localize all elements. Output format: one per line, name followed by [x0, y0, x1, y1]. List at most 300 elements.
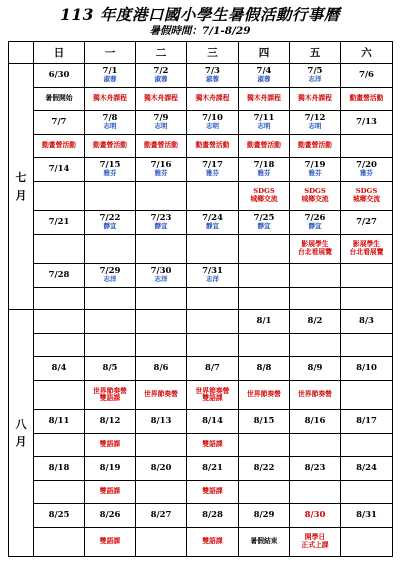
- event-label: 暑假結束: [250, 537, 278, 546]
- weekday-header: 日: [34, 42, 85, 64]
- day-cell: [85, 157, 136, 181]
- day-cell: [341, 357, 393, 381]
- day-cell: [34, 457, 85, 481]
- day-cell: [34, 157, 85, 181]
- event-label: 世界節奏營: [144, 390, 178, 399]
- calendar-body: [9, 64, 393, 557]
- date-number: 8/24: [356, 463, 377, 474]
- event-cell: [34, 381, 85, 410]
- date-number: 8/27: [150, 509, 172, 520]
- event-label: 台北看展覽: [349, 247, 384, 256]
- date-row: [9, 210, 393, 234]
- event-cell: [341, 527, 393, 556]
- date-number: 7/23: [150, 213, 172, 224]
- event-cell: [85, 434, 136, 457]
- day-cell: [290, 357, 341, 381]
- day-cell: [187, 210, 239, 234]
- date-number: 7/30: [150, 266, 172, 277]
- event-label: 世界節奏營: [195, 386, 230, 395]
- date-number: 7/2: [153, 66, 169, 77]
- event-cell: [187, 181, 239, 210]
- date-number: 7/24: [202, 213, 223, 224]
- calendar-table: [8, 41, 393, 557]
- event-cell: [187, 334, 239, 357]
- date-number: 7/10: [202, 113, 223, 124]
- date-number: 7/8: [102, 113, 118, 124]
- date-number: 8/21: [202, 463, 223, 474]
- day-cell: [85, 110, 136, 134]
- date-number: 8/13: [150, 416, 172, 427]
- date-number: 7/5: [307, 66, 323, 77]
- event-row: [9, 381, 393, 410]
- day-cell: [34, 503, 85, 527]
- date-number: 7/25: [253, 213, 275, 224]
- event-cell: [34, 87, 85, 110]
- event-label: 雙語課: [99, 487, 121, 496]
- date-number: 7/14: [48, 163, 70, 174]
- event-cell: [85, 481, 136, 504]
- duty-teacher: 靜宜: [308, 222, 322, 231]
- day-cell: [85, 263, 136, 287]
- date-number: 7/17: [202, 160, 223, 171]
- month-label-july: 七 月: [9, 64, 34, 310]
- date-number: 8/17: [356, 416, 377, 427]
- page-title: 113 年度港口國小學生暑假活動行事曆: [60, 5, 340, 24]
- day-cell: [187, 503, 239, 527]
- date-number: 7/12: [304, 113, 326, 124]
- day-cell: [34, 210, 85, 234]
- event-cell: [187, 87, 239, 110]
- event-label: 影展學生: [301, 240, 329, 249]
- date-number: 7/4: [256, 66, 272, 77]
- event-label: 世界節奏營: [298, 390, 332, 399]
- duty-teacher: 志明: [257, 122, 271, 131]
- day-cell: [239, 410, 290, 434]
- date-number: 8/10: [356, 363, 377, 374]
- event-cell: [341, 234, 393, 263]
- day-cell: [85, 310, 136, 334]
- event-cell: [239, 87, 290, 110]
- date-number: 7/20: [356, 160, 377, 171]
- event-cell: [290, 334, 341, 357]
- event-cell: [341, 381, 393, 410]
- date-row: [9, 357, 393, 381]
- weekday-header-row: [9, 42, 393, 64]
- day-cell: [341, 263, 393, 287]
- date-number: 8/9: [307, 363, 323, 374]
- month-label-august: 八 月: [9, 310, 34, 557]
- event-cell: [85, 527, 136, 556]
- event-cell: [85, 181, 136, 210]
- event-cell: [239, 334, 290, 357]
- day-cell: [239, 210, 290, 234]
- day-cell: [187, 310, 239, 334]
- event-cell: [239, 134, 290, 157]
- event-label: SDGS: [355, 187, 378, 196]
- event-cell: [85, 334, 136, 357]
- date-number: 8/30: [304, 509, 326, 520]
- month-header-cell: [9, 42, 34, 64]
- event-cell: [239, 527, 290, 556]
- day-cell: [341, 410, 393, 434]
- event-cell: [341, 287, 393, 310]
- day-cell: [290, 310, 341, 334]
- day-cell: [136, 357, 187, 381]
- event-cell: [290, 87, 341, 110]
- event-label: 雙語課: [99, 537, 121, 546]
- weekday-header: 三: [187, 42, 239, 64]
- event-label: 獨木舟課程: [93, 94, 127, 103]
- day-cell: [136, 110, 187, 134]
- day-cell: [34, 310, 85, 334]
- event-label: 城鄉交流: [352, 194, 381, 203]
- event-cell: [85, 134, 136, 157]
- event-row: [9, 334, 393, 357]
- event-cell: [341, 181, 393, 210]
- day-cell: [187, 410, 239, 434]
- event-cell: [290, 481, 341, 504]
- event-row: [9, 134, 393, 157]
- duty-teacher: 志洋: [154, 275, 168, 284]
- date-number: 8/1: [256, 316, 272, 327]
- event-label: 動畫營活動: [144, 140, 178, 149]
- event-label: 暑假開始: [45, 94, 73, 103]
- event-cell: [136, 134, 187, 157]
- date-number: 8/18: [48, 463, 70, 474]
- event-label: 動畫營活動: [42, 140, 76, 149]
- event-label: 城鄉交流: [301, 194, 329, 203]
- date-number: 7/31: [202, 266, 223, 277]
- date-number: 8/29: [253, 509, 275, 520]
- event-label: 獨木舟課程: [195, 94, 230, 103]
- duty-teacher: 志明: [154, 122, 168, 131]
- event-label: 雙語課: [202, 440, 223, 449]
- event-cell: [290, 234, 341, 263]
- day-cell: [85, 410, 136, 434]
- day-cell: [34, 410, 85, 434]
- date-number: 8/4: [51, 363, 67, 374]
- event-cell: [239, 287, 290, 310]
- date-number: 7/1: [102, 66, 118, 77]
- event-label: 城鄉交流: [250, 194, 278, 203]
- date-number: 7/11: [253, 113, 275, 124]
- event-label: 世界節奏營: [247, 390, 281, 399]
- event-label: 動畫營活動: [247, 140, 281, 149]
- day-cell: [85, 457, 136, 481]
- event-cell: [187, 134, 239, 157]
- event-label: 獨木舟課程: [298, 94, 332, 103]
- event-cell: [85, 234, 136, 263]
- date-number: 7/28: [48, 269, 70, 280]
- date-row: [9, 110, 393, 134]
- date-number: 7/6: [359, 69, 374, 80]
- event-label: 雙語課: [202, 487, 223, 496]
- day-cell: [187, 357, 239, 381]
- event-label: 台北看展覽: [298, 247, 332, 256]
- event-label: 獨木舟課程: [247, 94, 281, 103]
- day-cell: [187, 263, 239, 287]
- event-cell: [341, 87, 393, 110]
- day-cell: [341, 157, 393, 181]
- day-cell: [136, 157, 187, 181]
- event-cell: [34, 234, 85, 263]
- event-cell: [136, 334, 187, 357]
- event-cell: [239, 234, 290, 263]
- date-number: 7/19: [304, 160, 326, 171]
- day-cell: [239, 503, 290, 527]
- day-cell: [85, 64, 136, 88]
- duty-teacher: 志洋: [103, 275, 117, 284]
- event-cell: [136, 287, 187, 310]
- duty-teacher: 志明: [308, 122, 322, 131]
- day-cell: [290, 210, 341, 234]
- date-row: [9, 503, 393, 527]
- date-number: 7/16: [150, 160, 172, 171]
- event-cell: [239, 481, 290, 504]
- duty-teacher: 雅芬: [154, 169, 168, 178]
- event-cell: [85, 87, 136, 110]
- date-number: 8/20: [150, 463, 172, 474]
- event-cell: [341, 134, 393, 157]
- day-cell: [290, 110, 341, 134]
- day-cell: [239, 157, 290, 181]
- event-label: 世界節奏營: [93, 386, 127, 395]
- date-number: 7/21: [48, 216, 70, 227]
- event-row: [9, 234, 393, 263]
- date-row: [9, 263, 393, 287]
- event-cell: [85, 381, 136, 410]
- event-label: 雙語課: [202, 537, 223, 546]
- event-row: [9, 434, 393, 457]
- day-cell: [85, 210, 136, 234]
- weekday-header: 四: [239, 42, 290, 64]
- event-cell: [290, 434, 341, 457]
- duty-teacher: 雅芬: [257, 169, 271, 178]
- event-label: 動畫營活動: [93, 140, 127, 149]
- date-number: 6/30: [48, 69, 70, 80]
- date-number: 7/7: [51, 116, 67, 127]
- event-cell: [136, 181, 187, 210]
- event-row: [9, 181, 393, 210]
- day-cell: [34, 263, 85, 287]
- duty-teacher: 淑蓉: [103, 75, 117, 84]
- day-cell: [341, 310, 393, 334]
- day-cell: [290, 410, 341, 434]
- event-cell: [239, 181, 290, 210]
- day-cell: [239, 64, 290, 88]
- event-label: 動畫營活動: [298, 140, 332, 149]
- day-cell: [85, 357, 136, 381]
- date-number: 7/9: [153, 113, 169, 124]
- date-number: 8/19: [99, 463, 121, 474]
- event-cell: [136, 234, 187, 263]
- date-row: [9, 310, 393, 334]
- event-label: 獨木舟課程: [144, 94, 178, 103]
- duty-teacher: 志洋: [308, 75, 322, 84]
- event-row: [9, 87, 393, 110]
- day-cell: [290, 263, 341, 287]
- event-cell: [136, 434, 187, 457]
- event-cell: [187, 287, 239, 310]
- event-row: [9, 527, 393, 556]
- date-number: 7/15: [99, 160, 121, 171]
- duty-teacher: 靜宜: [154, 222, 168, 231]
- event-label: 雙語課: [99, 440, 121, 449]
- day-cell: [136, 210, 187, 234]
- day-cell: [290, 503, 341, 527]
- date-number: 7/29: [99, 266, 121, 277]
- date-number: 7/3: [205, 66, 220, 77]
- day-cell: [136, 410, 187, 434]
- date-row: [9, 157, 393, 181]
- event-label: 動畫營活動: [349, 94, 384, 103]
- day-cell: [341, 457, 393, 481]
- date-number: 8/3: [359, 316, 374, 327]
- event-cell: [34, 481, 85, 504]
- event-cell: [34, 181, 85, 210]
- event-cell: [290, 287, 341, 310]
- event-cell: [85, 287, 136, 310]
- duty-teacher: 雅芬: [308, 169, 322, 178]
- event-cell: [187, 381, 239, 410]
- duty-teacher: 雅芬: [360, 169, 373, 178]
- duty-teacher: 淑蓉: [154, 75, 168, 84]
- date-row: [9, 457, 393, 481]
- event-cell: [187, 481, 239, 504]
- event-cell: [34, 134, 85, 157]
- event-cell: [341, 434, 393, 457]
- day-cell: [34, 110, 85, 134]
- date-number: 7/26: [304, 213, 326, 224]
- date-number: 8/25: [48, 509, 70, 520]
- event-label: 正式上課: [301, 540, 329, 549]
- event-label: 開學日: [304, 533, 326, 542]
- event-cell: [34, 527, 85, 556]
- event-label: 動畫營活動: [195, 140, 230, 149]
- day-cell: [341, 503, 393, 527]
- day-cell: [187, 157, 239, 181]
- event-cell: [34, 334, 85, 357]
- day-cell: [136, 64, 187, 88]
- duty-teacher: 淑蓉: [257, 75, 271, 84]
- event-cell: [34, 287, 85, 310]
- duty-teacher: 淑蓉: [206, 75, 219, 84]
- day-cell: [341, 64, 393, 88]
- date-number: 8/2: [307, 316, 323, 327]
- day-cell: [239, 110, 290, 134]
- date-number: 8/15: [253, 416, 275, 427]
- date-number: 7/13: [356, 116, 377, 127]
- date-number: 8/7: [205, 363, 220, 374]
- duty-teacher: 雅芬: [206, 169, 219, 178]
- date-number: 8/6: [153, 363, 169, 374]
- duty-teacher: 靜宜: [257, 222, 271, 231]
- weekday-header: 二: [136, 42, 187, 64]
- event-cell: [187, 234, 239, 263]
- duty-teacher: 雅芬: [103, 169, 117, 178]
- day-cell: [187, 110, 239, 134]
- event-cell: [136, 87, 187, 110]
- event-cell: [290, 527, 341, 556]
- event-label: SDGS: [253, 187, 275, 196]
- day-cell: [34, 357, 85, 381]
- date-number: 8/28: [202, 509, 223, 520]
- weekday-header: 五: [290, 42, 341, 64]
- date-number: 8/14: [202, 416, 223, 427]
- date-number: 8/16: [304, 416, 326, 427]
- day-cell: [136, 263, 187, 287]
- day-cell: [290, 64, 341, 88]
- event-cell: [136, 527, 187, 556]
- event-label: 雙語課: [99, 394, 121, 403]
- event-label: 雙語課: [202, 394, 223, 403]
- weekday-header: 六: [341, 42, 393, 64]
- day-cell: [239, 457, 290, 481]
- event-label: 影展學生: [352, 240, 381, 249]
- event-cell: [290, 181, 341, 210]
- day-cell: [187, 457, 239, 481]
- date-number: 8/8: [256, 363, 272, 374]
- day-cell: [187, 64, 239, 88]
- weekday-header: 一: [85, 42, 136, 64]
- event-cell: [239, 434, 290, 457]
- event-cell: [290, 134, 341, 157]
- duty-teacher: 志明: [206, 122, 219, 131]
- page-subtitle: 暑假時間：7/1-8/29: [149, 25, 251, 37]
- day-cell: [290, 457, 341, 481]
- day-cell: [239, 310, 290, 334]
- day-cell: [85, 503, 136, 527]
- day-cell: [290, 157, 341, 181]
- duty-teacher: 志洋: [206, 275, 219, 284]
- event-cell: [341, 334, 393, 357]
- date-number: 8/23: [304, 463, 326, 474]
- date-row: [9, 64, 393, 88]
- event-row: [9, 287, 393, 310]
- event-cell: [341, 481, 393, 504]
- day-cell: [136, 457, 187, 481]
- date-number: 8/12: [99, 416, 121, 427]
- event-cell: [187, 434, 239, 457]
- day-cell: [341, 110, 393, 134]
- event-label: SDGS: [304, 187, 326, 196]
- date-number: 7/22: [99, 213, 121, 224]
- event-row: [9, 481, 393, 504]
- duty-teacher: 志明: [103, 122, 117, 131]
- event-cell: [187, 527, 239, 556]
- date-number: 8/11: [48, 416, 70, 427]
- day-cell: [34, 64, 85, 88]
- date-row: [9, 410, 393, 434]
- date-number: 7/27: [356, 216, 377, 227]
- duty-teacher: 靜宜: [206, 222, 219, 231]
- event-cell: [34, 434, 85, 457]
- event-cell: [239, 381, 290, 410]
- date-number: 8/31: [356, 509, 377, 520]
- day-cell: [239, 263, 290, 287]
- event-cell: [136, 381, 187, 410]
- day-cell: [136, 503, 187, 527]
- date-number: 8/26: [99, 509, 121, 520]
- date-number: 8/5: [102, 363, 118, 374]
- day-cell: [341, 210, 393, 234]
- date-number: 8/22: [253, 463, 275, 474]
- duty-teacher: 靜宜: [103, 222, 117, 231]
- date-number: 7/18: [253, 160, 275, 171]
- day-cell: [136, 310, 187, 334]
- event-cell: [290, 381, 341, 410]
- event-cell: [136, 481, 187, 504]
